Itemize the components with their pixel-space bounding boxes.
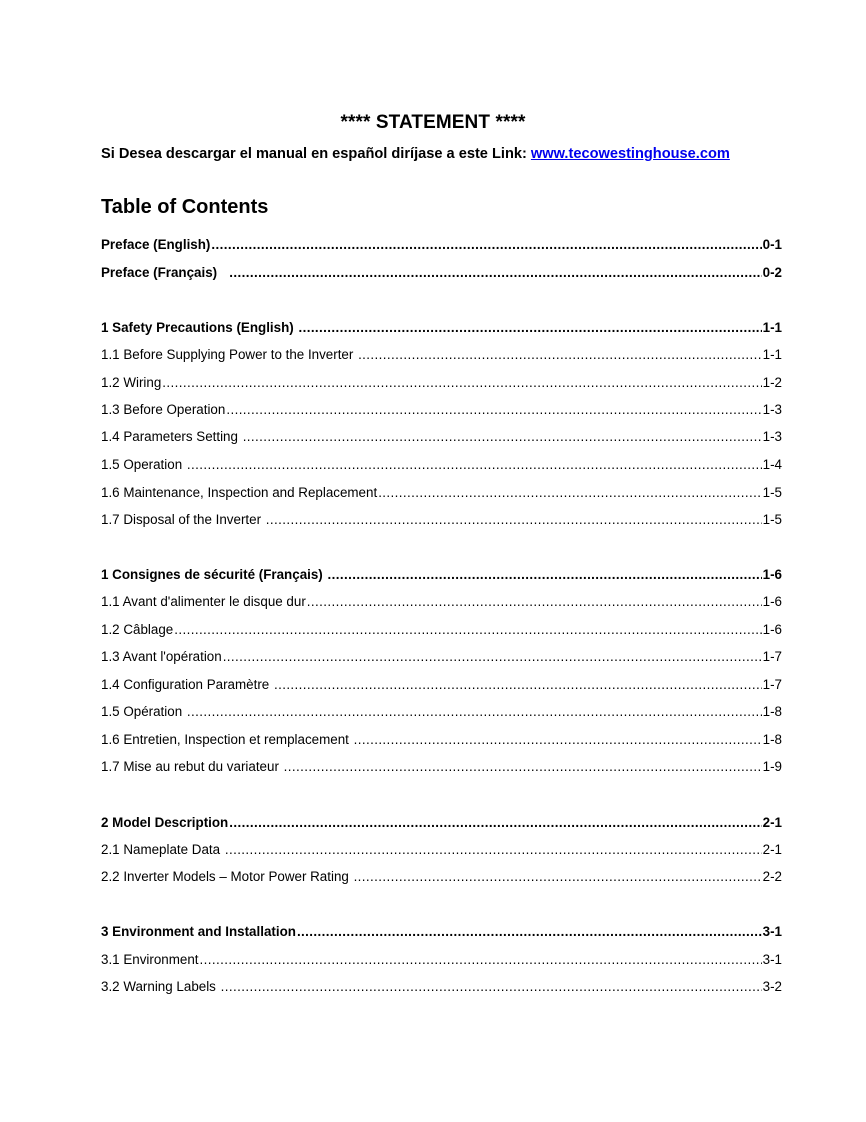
toc-entry[interactable]: [101, 731, 782, 749]
toc-entry-page: 3-1: [762, 924, 782, 939]
toc-entry[interactable]: [101, 593, 782, 611]
leader-dots: [229, 264, 761, 282]
leader-dots: [358, 346, 762, 364]
toc-entry[interactable]: [101, 978, 782, 996]
toc-entry[interactable]: [101, 428, 782, 446]
leader-dots: [187, 703, 762, 721]
toc-entry-label: 3.2 Warning Labels: [101, 979, 220, 994]
toc-entry-page: 2-2: [762, 869, 782, 884]
toc-entry[interactable]: [101, 841, 782, 859]
leader-dots: [284, 758, 762, 776]
toc-entry[interactable]: [101, 401, 782, 419]
toc-entry-page: 0-2: [762, 265, 782, 280]
toc-entry[interactable]: [101, 951, 782, 969]
toc-entry[interactable]: [101, 758, 782, 776]
toc-entry[interactable]: [101, 676, 782, 694]
toc-entry-page: 1-5: [762, 485, 782, 500]
toc-entry-page: 2-1: [762, 815, 782, 830]
toc-entry-label: 2 Model Description: [101, 815, 229, 830]
toc-entry-page: 0-1: [762, 237, 782, 252]
toc-entry-label: 1 Consignes de sécurité (Français): [101, 567, 327, 582]
toc-entry-label: 1.2 Câblage: [101, 622, 174, 637]
toc-entry[interactable]: [101, 703, 782, 721]
toc-entry[interactable]: [101, 511, 782, 529]
toc-entry-label: 1 Safety Precautions (English): [101, 320, 298, 335]
toc-title: Table of Contents: [101, 196, 269, 218]
toc-entry-label: 3 Environment and Installation: [101, 924, 296, 939]
toc-entry-label: 1.6 Maintenance, Inspection and Replacement: [101, 485, 378, 500]
leader-dots: [243, 428, 762, 446]
toc-entry-page: 3-1: [762, 952, 782, 967]
toc-entry-label: 1.3 Before Operation: [101, 402, 226, 417]
toc-entry[interactable]: [101, 319, 782, 337]
toc-entry-page: 2-1: [762, 842, 782, 857]
statement-heading: **** STATEMENT ****: [340, 112, 526, 133]
leader-dots: [266, 511, 762, 529]
toc-entry-page: 1-1: [762, 347, 782, 362]
toc-entry-label: 1.2 Wiring: [101, 375, 162, 390]
toc-entry-label: 2.1 Nameplate Data: [101, 842, 224, 857]
toc-entry-label: Preface (Français): [101, 265, 229, 280]
toc-entry-page: 1-5: [762, 512, 782, 527]
toc-entry-page: 1-7: [762, 649, 782, 664]
leader-dots: [274, 676, 762, 694]
leader-dots: [298, 319, 761, 337]
toc-entry-label: 1.7 Mise au rebut du variateur: [101, 759, 283, 774]
leader-dots: [200, 951, 762, 969]
toc-entry-label: 3.1 Environment: [101, 952, 199, 967]
toc-entry-page: 1-8: [762, 704, 782, 719]
toc-entry-page: 1-2: [762, 375, 782, 390]
toc-entry[interactable]: [101, 236, 782, 254]
toc-entry[interactable]: [101, 814, 782, 832]
toc-entry[interactable]: [101, 868, 782, 886]
toc-entry[interactable]: [101, 484, 782, 502]
toc-entry-label: 1.5 Operation: [101, 457, 186, 472]
leader-dots: [174, 621, 761, 639]
toc-entry[interactable]: [101, 346, 782, 364]
toc-entry-page: 1-3: [762, 402, 782, 417]
leader-dots: [307, 593, 762, 611]
toc-entry-page: 1-9: [762, 759, 782, 774]
leader-dots: [162, 374, 761, 392]
toc-entry-label: Preface (English): [101, 237, 211, 252]
toc-entry-label: 1.4 Parameters Setting: [101, 429, 242, 444]
toc-entry[interactable]: [101, 374, 782, 392]
toc-entry-label: 1.7 Disposal of the Inverter: [101, 512, 265, 527]
leader-dots: [354, 731, 762, 749]
toc-entry[interactable]: [101, 621, 782, 639]
toc-entry-page: 1-1: [762, 320, 782, 335]
leader-dots: [221, 978, 762, 996]
leader-dots: [226, 401, 761, 419]
download-text: Si Desea descargar el manual en español diríjase a este Link:: [101, 146, 531, 162]
leader-dots: [354, 868, 762, 886]
leader-dots: [211, 236, 761, 254]
toc-entry-label: 1.6 Entretien, Inspection et remplacement: [101, 732, 353, 747]
toc-entry-page: 1-7: [762, 677, 782, 692]
leader-dots: [297, 923, 762, 941]
toc-entry[interactable]: [101, 264, 782, 282]
toc-entry[interactable]: [101, 456, 782, 474]
toc-entry-label: 1.1 Avant d'alimenter le disque dur: [101, 594, 306, 609]
leader-dots: [229, 814, 761, 832]
leader-dots: [378, 484, 761, 502]
download-link[interactable]: www.tecowestinghouse.com: [530, 146, 730, 162]
leader-dots: [187, 456, 762, 474]
download-note: [101, 146, 801, 162]
leader-dots: [327, 566, 761, 584]
toc-entry-page: 3-2: [762, 979, 782, 994]
toc-entry-label: 2.2 Inverter Models – Motor Power Rating: [101, 869, 353, 884]
toc-entry-page: 1-4: [762, 457, 782, 472]
toc-entry-page: 1-6: [762, 622, 782, 637]
leader-dots: [223, 648, 762, 666]
toc-entry-label: 1.3 Avant l'opération: [101, 649, 222, 664]
toc-entry-label: 1.5 Opération: [101, 704, 186, 719]
leader-dots: [225, 841, 762, 859]
toc-entry-page: 1-3: [762, 429, 782, 444]
toc-entry-page: 1-6: [762, 567, 782, 582]
toc-entry-label: 1.4 Configuration Paramètre: [101, 677, 273, 692]
toc-entry-page: 1-8: [762, 732, 782, 747]
toc-entry[interactable]: [101, 566, 782, 584]
toc-entry[interactable]: [101, 648, 782, 666]
toc-entry-label: 1.1 Before Supplying Power to the Inverter: [101, 347, 358, 362]
toc-entry-page: 1-6: [762, 594, 782, 609]
toc-entry[interactable]: [101, 923, 782, 941]
